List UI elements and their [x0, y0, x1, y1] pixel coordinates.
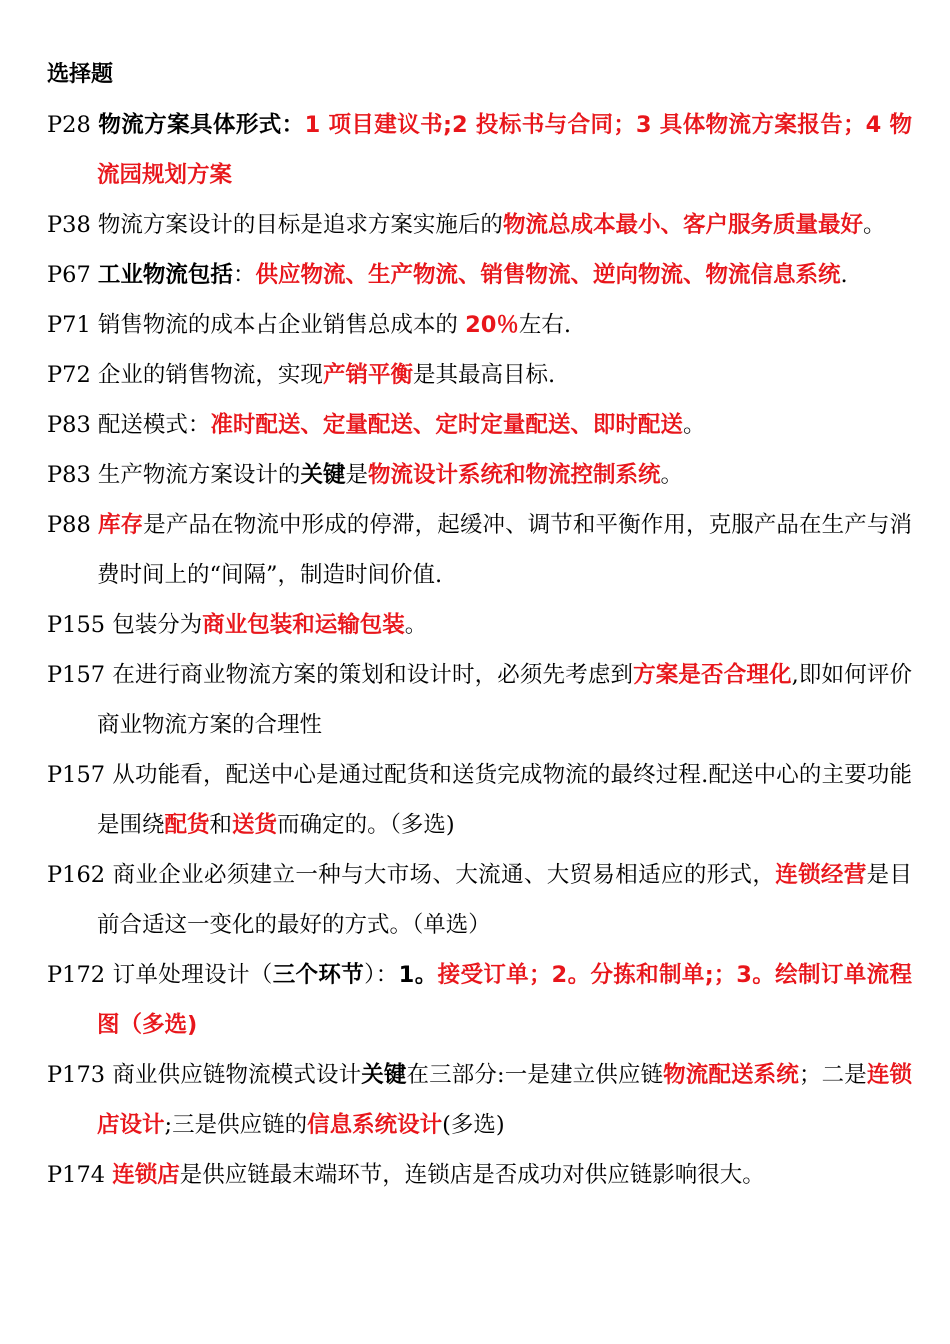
body-text: 是其最高目标.: [412, 362, 556, 388]
list-item: [47, 350, 912, 400]
body-text: ：: [232, 262, 256, 288]
body-text: P173 商业供应链物流模式设计: [47, 1062, 362, 1088]
highlighted-answer-text: 20％: [465, 312, 519, 338]
body-text: 是产品在物流中形成的停滞，起缓冲、调节和平衡作用，克服产品在生产与消费时间上的“间隔”，制造时间价值.: [97, 512, 912, 588]
body-text: ;三是供应链的: [164, 1112, 308, 1138]
list-item: [47, 1150, 912, 1200]
body-text: P157 从功能看，配送中心是通过配货和送货完成物流的最终过程.配送中心的主要功能是围绕: [47, 762, 912, 838]
highlighted-answer-text: 物流设计系统和物流控制系统: [367, 462, 661, 488]
list-item: [47, 250, 912, 300]
body-text: 左右.: [518, 312, 572, 338]
body-text: 。: [862, 212, 886, 238]
highlighted-answer-text: 1 项目建议书;2 投标书与合同；3 具体物流方案报告；4 物流园规划方案: [97, 112, 912, 188]
highlighted-answer-text: 连锁店设计: [97, 1062, 912, 1138]
highlighted-answer-text: 方案是否合理化: [633, 662, 792, 688]
highlighted-answer-text: 配货: [164, 812, 210, 838]
bold-keyword-text: 关键: [361, 1062, 407, 1088]
body-text: 是供应链最末端环节，连锁店是否成功对供应链影响很大。: [179, 1162, 765, 1188]
highlighted-answer-text: 接受订单；2。分拣和制单;；3。绘制订单流程图（多选): [97, 962, 913, 1038]
bold-keyword-text: 工业物流包括: [97, 262, 233, 288]
body-text: P72 企业的销售物流，实现: [47, 362, 323, 388]
list-item: [47, 950, 912, 1050]
highlighted-answer-text: 连锁经营: [775, 862, 867, 888]
body-text: .: [840, 262, 848, 288]
body-text: ,即如何评价商业物流方案的合理性: [97, 662, 912, 738]
body-text: 。: [660, 462, 683, 488]
list-item: [47, 750, 912, 850]
highlighted-answer-text: 商业包装和运输包装: [202, 612, 405, 638]
body-text: (多选): [442, 1112, 505, 1138]
bold-keyword-text: 三个环节: [272, 962, 365, 988]
body-text: ；二是: [798, 1062, 867, 1088]
list-item: [47, 650, 912, 750]
list-item: [47, 1050, 912, 1150]
section-heading: 选择题: [47, 62, 114, 87]
body-text: P38 物流方案设计的目标是追求方案实施后的: [47, 212, 503, 238]
body-text: 和: [209, 812, 233, 838]
list-item: [47, 100, 912, 200]
highlighted-answer-text: 产销平衡: [322, 362, 413, 388]
list-item: [47, 850, 912, 950]
list-item: [47, 600, 912, 650]
highlighted-answer-text: 准时配送、定量配送、定时定量配送、即时配送: [210, 412, 683, 438]
body-text: P155 包装分为: [47, 612, 203, 638]
list-item: [47, 300, 912, 350]
highlighted-answer-text: 物流配送系统: [663, 1062, 799, 1088]
bold-keyword-text: 1。: [398, 962, 438, 988]
bold-keyword-text: 关键: [300, 462, 346, 488]
body-text: P83 配送模式：: [47, 412, 211, 438]
body-text: P71 销售物流的成本占企业销售总成本的: [47, 312, 466, 338]
list-item: [47, 400, 912, 450]
bold-keyword-text: 物流方案具体形式：: [98, 112, 305, 138]
body-text: P172 订单处理设计（: [47, 962, 273, 988]
body-text: 。: [682, 412, 706, 438]
body-text: P88: [47, 512, 99, 538]
list-item: [47, 450, 912, 500]
body-text: P67: [47, 262, 98, 288]
highlighted-answer-text: 送货: [232, 812, 278, 838]
body-text: ）：: [364, 962, 399, 988]
body-text: 而确定的。（多选): [277, 812, 455, 838]
body-text: 是目前合适这一变化的最好的方式。（单选）: [97, 862, 912, 938]
highlighted-answer-text: 供应物流、生产物流、销售物流、逆向物流、物流信息系统: [255, 262, 841, 288]
highlighted-answer-text: 连锁店: [112, 1162, 180, 1188]
body-text: 在三部分:一是建立供应链: [406, 1062, 664, 1088]
question-list: [47, 100, 912, 1200]
list-item: [47, 200, 912, 250]
body-text: P157 在进行商业物流方案的策划和设计时，必须先考虑到: [47, 662, 634, 688]
list-item: [47, 500, 912, 600]
body-text: P174: [47, 1162, 113, 1188]
body-text: P162 商业企业必须建立一种与大市场、大流通、大贸易相适应的形式，: [47, 862, 776, 888]
body-text: 。: [404, 612, 428, 638]
highlighted-answer-text: 信息系统设计: [307, 1112, 443, 1138]
body-text: P28: [47, 112, 99, 138]
highlighted-answer-text: 库存: [98, 512, 144, 538]
body-text: 是: [345, 462, 368, 488]
highlighted-answer-text: 物流总成本最小、客户服务质量最好: [502, 212, 863, 238]
body-text: P83 生产物流方案设计的: [47, 462, 301, 488]
